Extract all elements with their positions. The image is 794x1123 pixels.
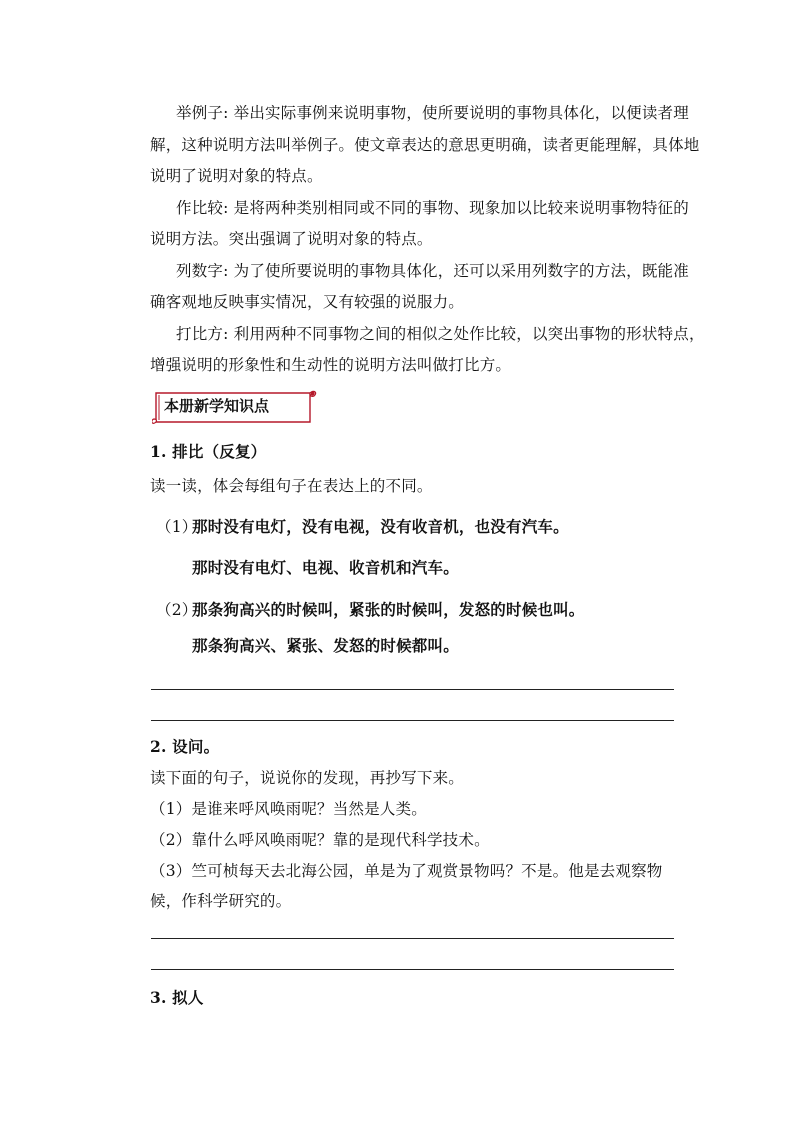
paragraph-metaphor-line-2: 增强说明的形象性和生动性的说明方法叫做打比方。 xyxy=(150,356,512,374)
paragraph-metaphor-line-1: 打比方: 利用两种不同事物之间的相似之处作比较，以突出事物的形状特点， xyxy=(176,325,705,343)
section2-heading: 2. 设问。 xyxy=(150,737,220,756)
section3-heading: 3. 拟人 xyxy=(150,988,204,1007)
section1-instruction: 读一读，体会每组句子在表达上的不同。 xyxy=(150,477,433,495)
section2-item-1: （1）是谁来呼风唤雨呢？当然是人类。 xyxy=(150,800,427,818)
paragraph-comparison-line-1: 作比较: 是将两种类别相同或不同的事物、现象加以比较来说明事物特征的 xyxy=(176,199,689,217)
section1-item2-sentence-b: 那条狗高兴、紧张、发怒的时候都叫。 xyxy=(192,636,459,655)
answer-line[interactable] xyxy=(151,720,674,721)
paragraph-example-line-2: 解，这种说明方法叫举例子。使文章表达的意思更明确，读者更能理解，具体地 xyxy=(150,136,700,154)
section1-item2-number: （2） xyxy=(156,601,198,619)
answer-line[interactable] xyxy=(151,938,674,939)
banner-title: 本册新学知识点 xyxy=(164,397,270,415)
section-banner xyxy=(152,389,312,421)
section1-item1-sentence-a: 那时没有电灯，没有电视，没有收音机，也没有汽车。 xyxy=(192,517,569,536)
paragraph-example-line-3: 说明了说明对象的特点。 xyxy=(150,167,323,185)
section2-instruction: 读下面的句子，说说你的发现，再抄写下来。 xyxy=(150,769,465,787)
paragraph-numbers-line-1: 列数字: 为了使所要说明的事物具体化，还可以采用列数字的方法，既能准 xyxy=(176,262,689,280)
section1-item2-sentence-a: 那条狗高兴的时候叫，紧张的时候叫，发怒的时候也叫。 xyxy=(192,600,585,619)
answer-line[interactable] xyxy=(151,969,674,970)
section2-item-3-line-2: 候，作科学研究的。 xyxy=(150,892,292,910)
paragraph-example-line-1: 举例子: 举出实际事例来说明事物，使所要说明的事物具体化，以便读者理 xyxy=(176,104,689,122)
paragraph-numbers-line-2: 确客观地反映事实情况，又有较强的说服力。 xyxy=(150,293,465,311)
section1-item1-sentence-b: 那时没有电灯、电视、收音机和汽车。 xyxy=(192,558,459,577)
paragraph-comparison-line-2: 说明方法。突出强调了说明对象的特点。 xyxy=(150,230,433,248)
section1-heading: 1. 排比（反复） xyxy=(150,442,267,461)
answer-line[interactable] xyxy=(151,689,674,690)
section2-item-2: （2）靠什么呼风唤雨呢？靠的是现代科学技术。 xyxy=(150,831,490,849)
section1-item1-number: （1） xyxy=(156,518,198,536)
section2-item-3-line-1: （3）竺可桢每天去北海公园，单是为了观赏景物吗？不是。他是去观察物 xyxy=(150,862,663,880)
